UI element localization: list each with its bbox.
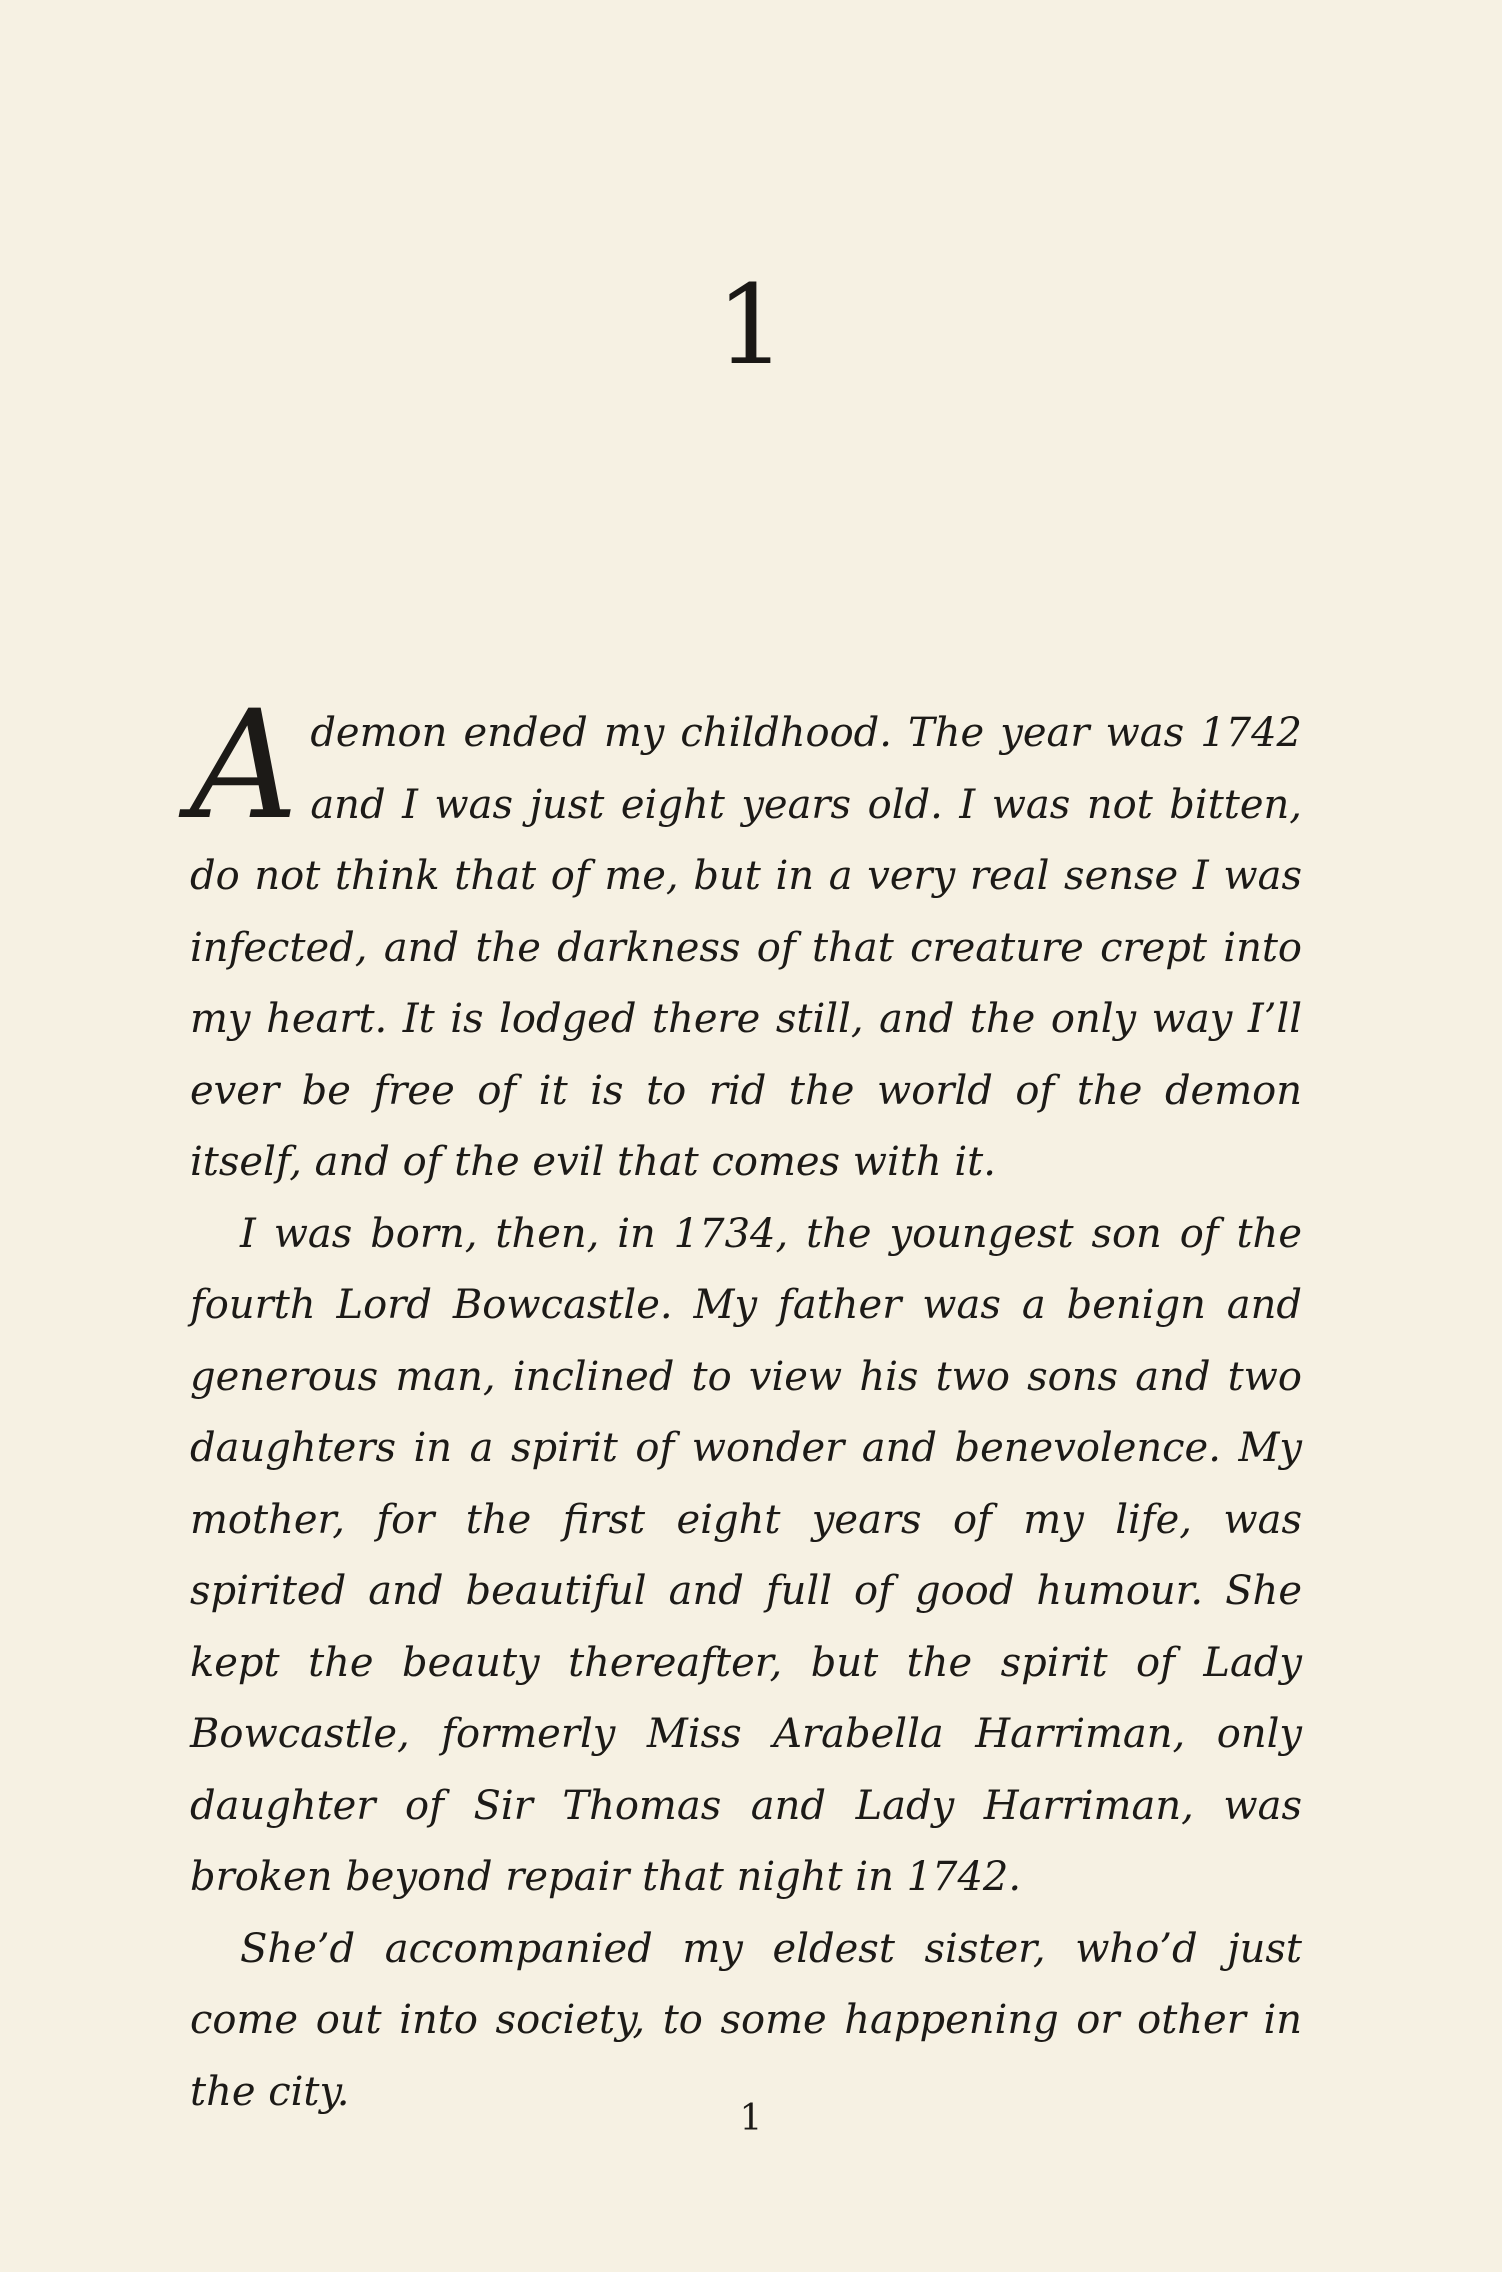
paragraph-1-text: demon ended my childhood. The year was 1742 and I was just eight years old. I was not bitten, do not think that of me, but in a very real sense I was infected, and the darkness of that creature crept into my heart. It is lodged there still, and the only way I’ll ever be free of it is to rid the world of the demon itself, and of the evil that comes with it. — [190, 710, 1302, 1185]
chapter-number: 1 — [716, 261, 786, 389]
drop-cap: A — [190, 679, 299, 853]
paragraph-1 — [190, 679, 1302, 1199]
paragraph-3: She’d accompanied my eldest sister, who’d just come out into society, to some happening or other in the city. — [190, 1925, 1302, 2115]
chapter-body — [190, 679, 1302, 2128]
page-number: 1 — [739, 2098, 763, 2139]
paragraph-2: I was born, then, in 1734, the youngest son of the fourth Lord Bowcastle. My father was a benign and generous man, inclined to view his two sons and two daughters in a spirit of wonder and benevolence. My mother, for the first eight years of my life, was spirited and beautiful and full of good humour. She kept the beauty thereafter, but the spirit of Lady Bowcastle, formerly Miss Arabella Harriman, only daughter of Sir Thomas and Lady Harriman, was broken beyond repair that night in 1742. — [190, 1210, 1302, 1900]
